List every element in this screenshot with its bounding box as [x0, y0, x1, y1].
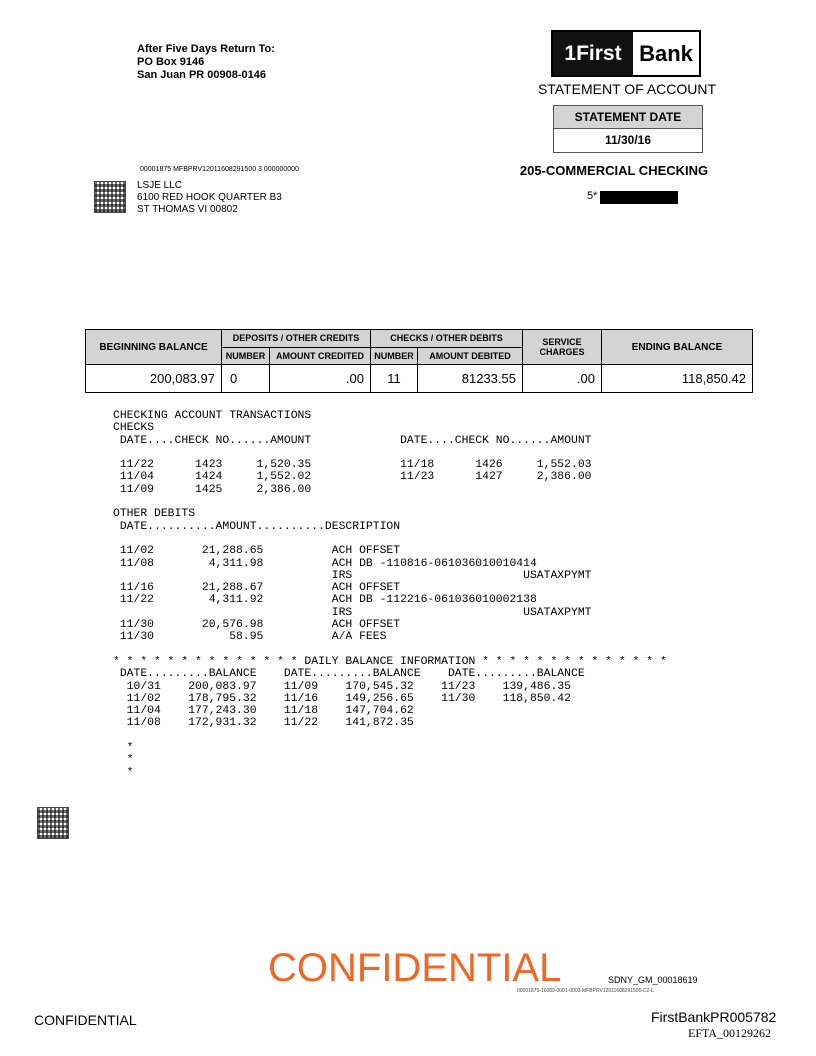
- transaction-line: 11/30 58.95 A/A FEES: [113, 631, 387, 644]
- confidential-label: CONFIDENTIAL: [34, 1012, 137, 1028]
- statement-date-box: [553, 105, 703, 153]
- transaction-line: 11/30 20,576.98 ACH OFFSET: [113, 619, 401, 632]
- service-charges-value: .00: [523, 365, 602, 393]
- transaction-line: *: [113, 766, 134, 779]
- transaction-line: 11/22 1423 1,520.35 11/18 1426 1,552.03: [113, 459, 592, 472]
- transaction-line: *: [113, 754, 134, 767]
- transaction-line: 11/08 4,311.98 ACH DB -110816-061036010010414: [113, 557, 537, 570]
- transaction-line: CHECKS: [113, 422, 155, 435]
- return-address: [137, 43, 275, 82]
- transaction-line: DATE.........BALANCE DATE.........BALANCE DATE.........BALANCE: [113, 668, 585, 681]
- firstbank-bates-number: FirstBankPR005782: [651, 1009, 777, 1025]
- transactions-listing: [113, 410, 667, 779]
- return-address-line3: San Juan PR 00908-0146: [137, 69, 267, 81]
- customer-street: 6100 RED HOOK QUARTER B3: [137, 192, 282, 203]
- firstbank-logo: [551, 30, 701, 77]
- transaction-line: 11/04 177,243.30 11/18 147,704.62: [113, 705, 414, 718]
- customer-name: LSJE LLC: [137, 180, 183, 191]
- barcode-icon: [37, 807, 69, 839]
- sdny-bates-number: SDNY_GM_00018619: [608, 975, 698, 985]
- return-address-line1: After Five Days Return To:: [137, 43, 275, 55]
- transaction-line: CHECKING ACCOUNT TRANSACTIONS: [113, 410, 312, 422]
- deposit-count-value: 0: [222, 365, 270, 393]
- account-type: 205-COMMERCIAL CHECKING: [519, 163, 709, 178]
- debit-amount-value: 81233.55: [418, 365, 523, 393]
- transaction-line: 10/31 200,083.97 11/09 170,545.32 11/23 139,486.35: [113, 680, 571, 693]
- header-debit-number: NUMBER: [371, 347, 418, 365]
- header-service-charges: SERVICE CHARGES: [523, 330, 602, 365]
- transaction-line: 11/02 178,795.32 11/16 149,256.65 11/30 118,850.42: [113, 692, 571, 705]
- header-amount-debited: AMOUNT DEBITED: [418, 347, 523, 365]
- transaction-line: * * * * * * * * * * * * * * DAILY BALANCE INFORMATION * * * * * * * * * * * * * *: [113, 655, 667, 668]
- statement-title: STATEMENT OF ACCOUNT: [537, 81, 717, 97]
- transaction-line: OTHER DEBITS: [113, 508, 196, 521]
- transaction-line: [113, 730, 667, 742]
- confidential-stamp: CONFIDENTIAL: [268, 946, 562, 990]
- statement-date-label: STATEMENT DATE: [554, 106, 702, 129]
- header-deposit-number: NUMBER: [222, 347, 270, 365]
- transaction-line: IRS USATAXPYMT: [113, 606, 592, 619]
- customer-city: ST THOMAS VI 00802: [137, 204, 238, 215]
- transaction-line: 11/08 172,931.32 11/22 141,872.35: [113, 717, 414, 730]
- efta-number: EFTA_00129262: [688, 1026, 772, 1040]
- header-ending-balance: ENDING BALANCE: [602, 330, 753, 365]
- logo-first: 1First: [553, 32, 633, 75]
- transaction-line: 11/16 21,288.67 ACH OFFSET: [113, 582, 401, 595]
- header-deposits: DEPOSITS / OTHER CREDITS: [222, 330, 371, 348]
- deposit-amount-value: .00: [270, 365, 371, 393]
- document-code: 00001875-16089-0001-0003-MFBPRV12011608291500-C2-L: [517, 988, 654, 994]
- account-number-prefix: 5*: [587, 190, 598, 202]
- debit-count-value: 11: [371, 365, 418, 393]
- transaction-line: DATE....CHECK NO......AMOUNT DATE....CHECK NO......AMOUNT: [113, 434, 592, 447]
- header-amount-credited: AMOUNT CREDITED: [270, 347, 371, 365]
- logo-bank: Bank: [639, 40, 693, 66]
- barcode-icon: [94, 181, 126, 213]
- mailing-code-line: 00001875 MFBPRV12011608291500 3 000000000: [140, 166, 299, 173]
- transaction-line: 11/09 1425 2,386.00: [113, 483, 312, 496]
- beginning-balance-value: 200,083.97: [86, 365, 222, 393]
- transaction-line: [113, 447, 667, 459]
- transaction-line: 11/22 4,311.92 ACH DB -112216-061036010002138: [113, 594, 537, 607]
- transaction-line: [113, 533, 667, 545]
- statement-date-value: 11/30/16: [604, 133, 652, 147]
- transaction-line: *: [113, 742, 134, 755]
- ending-balance-value: 118,850.42: [602, 365, 753, 393]
- transaction-line: DATE..........AMOUNT..........DESCRIPTION: [113, 520, 401, 533]
- header-beginning-balance: BEGINNING BALANCE: [86, 330, 222, 365]
- redaction-block: [600, 191, 678, 204]
- mailing-address: [137, 180, 282, 216]
- transaction-line: 11/04 1424 1,552.02 11/23 1427 2,386.00: [113, 471, 592, 484]
- return-address-line2: PO Box 9146: [137, 56, 205, 68]
- transaction-line: [113, 644, 667, 656]
- header-checks: CHECKS / OTHER DEBITS: [371, 330, 523, 348]
- account-summary-table: [85, 329, 753, 393]
- transaction-line: 11/02 21,288.65 ACH OFFSET: [113, 545, 401, 558]
- transaction-line: [113, 496, 667, 508]
- transaction-line: IRS USATAXPYMT: [113, 569, 592, 582]
